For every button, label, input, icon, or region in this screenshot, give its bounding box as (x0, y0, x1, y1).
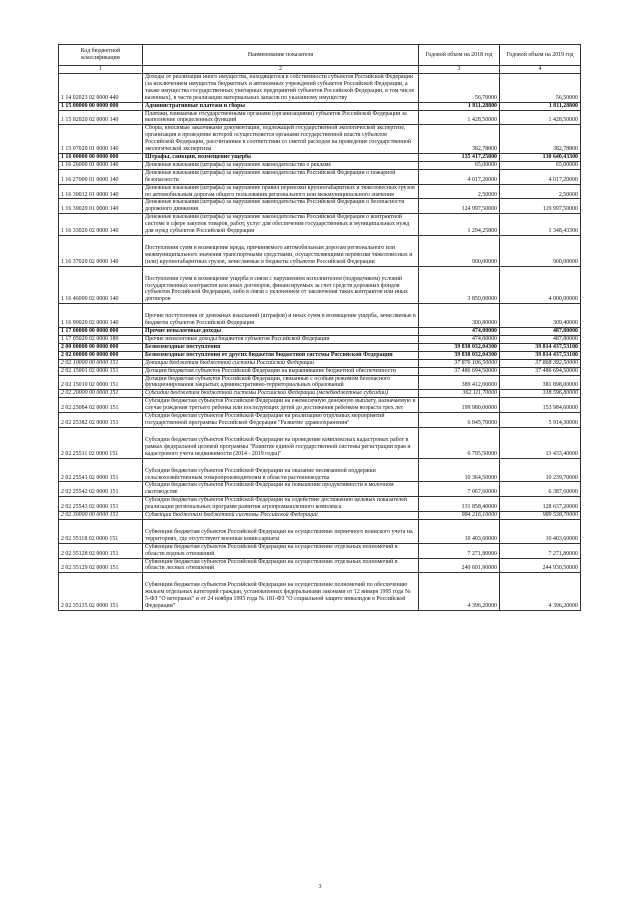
row-code: 1 15 02020 02 0000 140 (59, 110, 143, 125)
table-row (59, 413, 581, 428)
row-value-2018: 382,78800 (419, 125, 500, 154)
row-name: Субсидии бюджетам субъектов Российской Федерации на оказание несвязанной поддержки сельскохозяйственным товаропроизводителям в области растениеводства (143, 458, 419, 482)
column-index-row (59, 66, 581, 74)
table-row (59, 512, 581, 520)
row-name: Прочие неналоговые доходы (143, 328, 419, 336)
row-code: 2 02 00000 00 0000 000 (59, 351, 143, 359)
row-code: 1 16 00000 00 0000 000 (59, 153, 143, 161)
row-value-2018: 6 795,50000 (419, 427, 500, 458)
row-code: 2 02 15001 02 0000 151 (59, 367, 143, 375)
row-name: Прочие поступления от денежных взысканий (штрафов) и иных сумм в возмещение ущерба, зачисляемые в бюджеты субъектов Российской Федерации (143, 304, 419, 328)
table-row (59, 519, 581, 543)
row-value-2019: 39 814 437,53100 (500, 351, 581, 359)
row-value-2019: 4 396,20000 (500, 573, 581, 611)
table-row (59, 110, 581, 125)
row-value-2019: 39 814 437,53100 (500, 343, 581, 351)
header-2019: Годовой объем на 2019 год (500, 45, 581, 66)
row-value-2018: 135 417,25800 (419, 153, 500, 161)
row-code: 2 02 35128 02 0000 151 (59, 543, 143, 558)
row-value-2018: 300,80000 (419, 304, 500, 328)
row-name: Административные платежи и сборы (143, 102, 419, 110)
row-code: 1 16 46000 02 0000 140 (59, 266, 143, 304)
table-header-row (59, 45, 581, 66)
row-value-2019: 130 640,43300 (500, 153, 581, 161)
row-code: 2 02 25084 02 0000 151 (59, 398, 143, 413)
row-value-2019: 487,80000 (500, 336, 581, 344)
row-value-2019: 382,78800 (500, 125, 581, 154)
row-code: 1 15 07020 01 0000 140 (59, 125, 143, 154)
row-value-2019: 153 984,60000 (500, 398, 581, 413)
row-code: 2 02 25542 02 0000 151 (59, 482, 143, 497)
row-name: Субсидии бюджетам субъектов Российской Федерации на реализацию отдельных мероприятий государственной программы Российской Федерации "Развитие здравоохранения" (143, 413, 419, 428)
header-2018: Годовой объем на 2018 год (419, 45, 500, 66)
row-code: 2 02 25541 02 0000 151 (59, 458, 143, 482)
row-value-2019: 10 239,70000 (500, 458, 581, 482)
row-code: 1 16 37020 02 0000 140 (59, 235, 143, 266)
row-value-2019: 7 271,80000 (500, 543, 581, 558)
row-name: Дотации бюджетам субъектов Российской Федерации на выравнивание бюджетной обеспеченности (143, 367, 419, 375)
row-value-2018: 2,50000 (419, 184, 500, 199)
row-value-2018: 3 850,00000 (419, 266, 500, 304)
row-name: Прочие неналоговые доходы бюджетов субъектов Российской Федерации (143, 336, 419, 344)
row-value-2018: 6 045,70000 (419, 413, 500, 428)
table-row (59, 359, 581, 367)
row-name: Денежные взыскания (штрафы) за нарушение правил перевозки крупногабаритных и тяжеловесных грузов по автомобильным дорогам общего пользования регионального или межмуниципального значения (143, 184, 419, 199)
row-value-2018: 1 811,28800 (419, 102, 500, 110)
row-value-2018: 39 838 032,04300 (419, 351, 500, 359)
table-row (59, 336, 581, 344)
row-code: 1 16 27000 01 0000 140 (59, 169, 143, 184)
row-value-2018: 37 876 106,50000 (419, 359, 500, 367)
table-row (59, 543, 581, 558)
row-code: 1 17 00000 00 0000 000 (59, 328, 143, 336)
row-code: 2 02 25382 02 0000 151 (59, 413, 143, 428)
row-value-2018: 984 216,10000 (419, 512, 500, 520)
row-code: 2 02 20000 00 0000 151 (59, 390, 143, 398)
row-value-2019: 318 596,80000 (500, 390, 581, 398)
table-row (59, 235, 581, 266)
row-code: 2 02 25511 02 0000 151 (59, 427, 143, 458)
table-row (59, 328, 581, 336)
row-name: Денежные взыскания (штрафы) за нарушение законодательства Российской Федерации о безопасности дорожного движения (143, 199, 419, 214)
row-value-2018: 56,70000 (419, 74, 500, 103)
row-value-2018: 7 271,80000 (419, 543, 500, 558)
index-4: 4 (500, 66, 581, 74)
row-value-2019: 13 433,40000 (500, 427, 581, 458)
row-value-2018: 900,00000 (419, 235, 500, 266)
row-value-2018: 1 294,25800 (419, 214, 500, 236)
row-code: 1 16 90020 02 0000 140 (59, 304, 143, 328)
row-name: Субсидии бюджетам субъектов Российской Федерации на содействие достижению целевых показателей реализации региональных программ развития агропромышленного комплекса (143, 497, 419, 512)
row-value-2019: 4 017,20000 (500, 169, 581, 184)
table-body (59, 74, 581, 611)
row-name: Платежи, взимаемые государственными органами (организациями) субъектов Российской Федерации за выполнение определенных функций (143, 110, 419, 125)
table-row (59, 125, 581, 154)
row-value-2018: 240 601,90000 (419, 558, 500, 573)
row-value-2019: 900,00000 (500, 235, 581, 266)
row-name: Денежные взыскания (штрафы) за нарушение законодательства Российской Федерации о контрактной системе в сфере закупок товаров, работ, услуг для обеспечения государственных и муниципальных нужд для нужд субъектов Российской Федерации (143, 214, 419, 236)
row-name: Дотации бюджетам бюджетной системы Российской Федерации (143, 359, 419, 367)
table-row (59, 390, 581, 398)
row-name: Субвенции бюджетам субъектов Российской Федерации на осуществление отдельных полномочий в области лесных отношений (143, 558, 419, 573)
table-row (59, 199, 581, 214)
row-value-2019: 487,80000 (500, 328, 581, 336)
row-code: 2 02 35118 02 0000 151 (59, 519, 143, 543)
page-number: 3 (318, 884, 322, 890)
revenue-table (58, 44, 581, 611)
row-value-2019: 244 930,50000 (500, 558, 581, 573)
row-code: 2 00 00000 00 0000 000 (59, 343, 143, 351)
row-code: 2 02 30000 00 0000 151 (59, 512, 143, 520)
row-value-2018: 7 067,60000 (419, 482, 500, 497)
row-name: Безвозмездные поступления от других бюджетов бюджетной системы Российской Федерации (143, 351, 419, 359)
row-name: Субсидии бюджетам бюджетной системы Российской Федерации (межбюджетные субсидии) (143, 390, 419, 398)
row-value-2019: 989 538,70000 (500, 512, 581, 520)
row-value-2019: 1 348,43300 (500, 214, 581, 236)
row-value-2019: 4 000,00000 (500, 266, 581, 304)
row-name: Поступления сумм в возмещение вреда, причиняемого автомобильным дорогам регионального или межмуниципального значения транспортными средствами, осуществляющими перевозки тяжеловесных и (или) крупногабаритных грузов, зачисляемые в бюджеты субъектов Российской Федерации (143, 235, 419, 266)
row-value-2019: 37 486 694,50000 (500, 367, 581, 375)
row-value-2019: 2,50000 (500, 184, 581, 199)
table-row (59, 266, 581, 304)
header-name: Наименование показателя (143, 45, 419, 66)
row-code: 1 16 26000 01 0000 140 (59, 161, 143, 169)
row-value-2019: 65,00000 (500, 161, 581, 169)
table-row (59, 497, 581, 512)
row-code: 1 17 05020 02 0000 180 (59, 336, 143, 344)
row-value-2019: 128 637,20000 (500, 497, 581, 512)
row-code: 1 16 30012 01 0000 140 (59, 184, 143, 199)
table-row (59, 169, 581, 184)
row-value-2018: 389 412,00000 (419, 375, 500, 390)
row-name: Субвенции бюджетам субъектов Российской Федерации на осуществление отдельных полномочий в области водных отношений (143, 543, 419, 558)
table-row (59, 351, 581, 359)
table-row (59, 74, 581, 103)
table-row (59, 184, 581, 199)
table-row (59, 375, 581, 390)
row-code: 2 02 25543 02 0000 151 (59, 497, 143, 512)
row-name: Субвенции бюджетам субъектов Российской Федерации на осуществление полномочий по обеспечению жильем отдельных категорий граждан, установленных федеральными законами от 12 января 1995 года № 5-ФЗ "О ветеранах" и от 24 ноября 1995 года № 181-ФЗ "О социальной защите инвалидов в Российской Федерации" (143, 573, 419, 611)
row-value-2018: 4 017,20000 (419, 169, 500, 184)
row-code: 1 16 33020 02 0000 140 (59, 214, 143, 236)
row-name: Субвенции бюджетам субъектов Российской Федерации на осуществление первичного воинского учета на территориях, где отсутствуют военные комиссариаты (143, 519, 419, 543)
table-row (59, 573, 581, 611)
row-value-2018: 39 838 032,04300 (419, 343, 500, 351)
row-code: 1 14 02023 02 0000 440 (59, 74, 143, 103)
table-row (59, 304, 581, 328)
row-value-2019: 37 868 392,50000 (500, 359, 581, 367)
row-name: Субсидии бюджетам субъектов Российской Федерации на повышение продуктивности в молочном скотоводстве (143, 482, 419, 497)
row-code: 2 02 10000 00 0000 151 (59, 359, 143, 367)
row-value-2018: 65,00000 (419, 161, 500, 169)
table-row (59, 343, 581, 351)
row-value-2018: 1 428,50000 (419, 110, 500, 125)
row-value-2018: 10 403,60000 (419, 519, 500, 543)
row-code: 1 16 30020 01 0000 140 (59, 199, 143, 214)
row-code: 2 02 15010 02 0000 151 (59, 375, 143, 390)
row-name: Доходы от реализации иного имущества, находящегося в собственности субъектов Российской Федерации (за исключением имущества бюджетных и автономных учреждений субъектов Российской Федерации, а также имущества государственных унитарных предприятий субъектов Российской Федерации, в том числе казенных), в части реализации материальных запасов по указанному имуществу (143, 74, 419, 103)
row-value-2019: 309,40000 (500, 304, 581, 328)
table-row (59, 398, 581, 413)
row-value-2018: 199 980,00000 (419, 398, 500, 413)
row-name: Денежные взыскания (штрафы) за нарушение законодательства о рекламе (143, 161, 419, 169)
row-value-2018: 4 396,20000 (419, 573, 500, 611)
table-row (59, 458, 581, 482)
row-value-2018: 37 486 694,50000 (419, 367, 500, 375)
table-row (59, 214, 581, 236)
table-row (59, 102, 581, 110)
row-value-2019: 1 428,50000 (500, 110, 581, 125)
index-2: 2 (143, 66, 419, 74)
row-value-2019: 10 403,60000 (500, 519, 581, 543)
document-page (58, 44, 580, 611)
row-name: Штрафы, санкции, возмещение ущерба (143, 153, 419, 161)
row-value-2019: 119 997,50000 (500, 199, 581, 214)
row-name: Поступления сумм в возмещение ущерба в связи с нарушением исполнителем (подрядчиком) условий государственных контрактов или иных договоров, финансируемых за счет средств дорожных фондов субъектов Российской Федерации, либо в связи с уклонением от заключения таких контрактов или иных договоров (143, 266, 419, 304)
header-code: Код бюджетной классификации (59, 45, 143, 66)
row-value-2018: 131 858,40000 (419, 497, 500, 512)
row-value-2018: 124 997,50000 (419, 199, 500, 214)
table-row (59, 367, 581, 375)
row-value-2018: 10 364,50000 (419, 458, 500, 482)
table-row (59, 558, 581, 573)
row-value-2018: 362 111,70000 (419, 390, 500, 398)
row-name: Сборы, вносимые заказчиками документации, подлежащей государственной экологической экспертизе, организация и проведение которой осуществляется органами государственной власти субъектов Российской Федерации, рассчитанные в соответствии со сметой расходов на проведение государственной экологической экспертизы (143, 125, 419, 154)
table-row (59, 482, 581, 497)
row-value-2019: 381 898,00000 (500, 375, 581, 390)
row-value-2019: 56,50000 (500, 74, 581, 103)
row-value-2019: 5 914,30000 (500, 413, 581, 428)
row-value-2019: 6 387,60000 (500, 482, 581, 497)
row-name: Денежные взыскания (штрафы) за нарушение законодательства Российской Федерации о пожарной безопасности (143, 169, 419, 184)
row-name: Дотации бюджетам субъектов Российской Федерации, связанные с особым режимом безопасного функционирования закрытых административно-территориальных образований (143, 375, 419, 390)
row-code: 1 15 00000 00 0000 000 (59, 102, 143, 110)
row-value-2018: 474,00000 (419, 328, 500, 336)
table-row (59, 153, 581, 161)
row-value-2018: 474,00000 (419, 336, 500, 344)
row-name: Субвенции бюджетам бюджетной системы Российской Федерации (143, 512, 419, 520)
row-value-2019: 1 811,28800 (500, 102, 581, 110)
table-row (59, 427, 581, 458)
row-code: 2 02 35129 02 0000 151 (59, 558, 143, 573)
index-1: 1 (59, 66, 143, 74)
row-code: 2 02 35135 02 0000 151 (59, 573, 143, 611)
row-name: Субсидии бюджетам субъектов Российской Федерации на проведение комплексных кадастровых работ в рамках федеральной целевой программы "Развитие единой государственной системы регистрации прав и кадастрового учета недвижимости (2014 - 2019 годы)" (143, 427, 419, 458)
row-name: Субсидии бюджетам субъектов Российской Федерации на ежемесячную денежную выплату, назначаемую в случае рождения третьего ребенка или последующих детей до достижения ребенком возраста трех лет (143, 398, 419, 413)
table-row (59, 161, 581, 169)
index-3: 3 (419, 66, 500, 74)
row-name: Безвозмездные поступления (143, 343, 419, 351)
